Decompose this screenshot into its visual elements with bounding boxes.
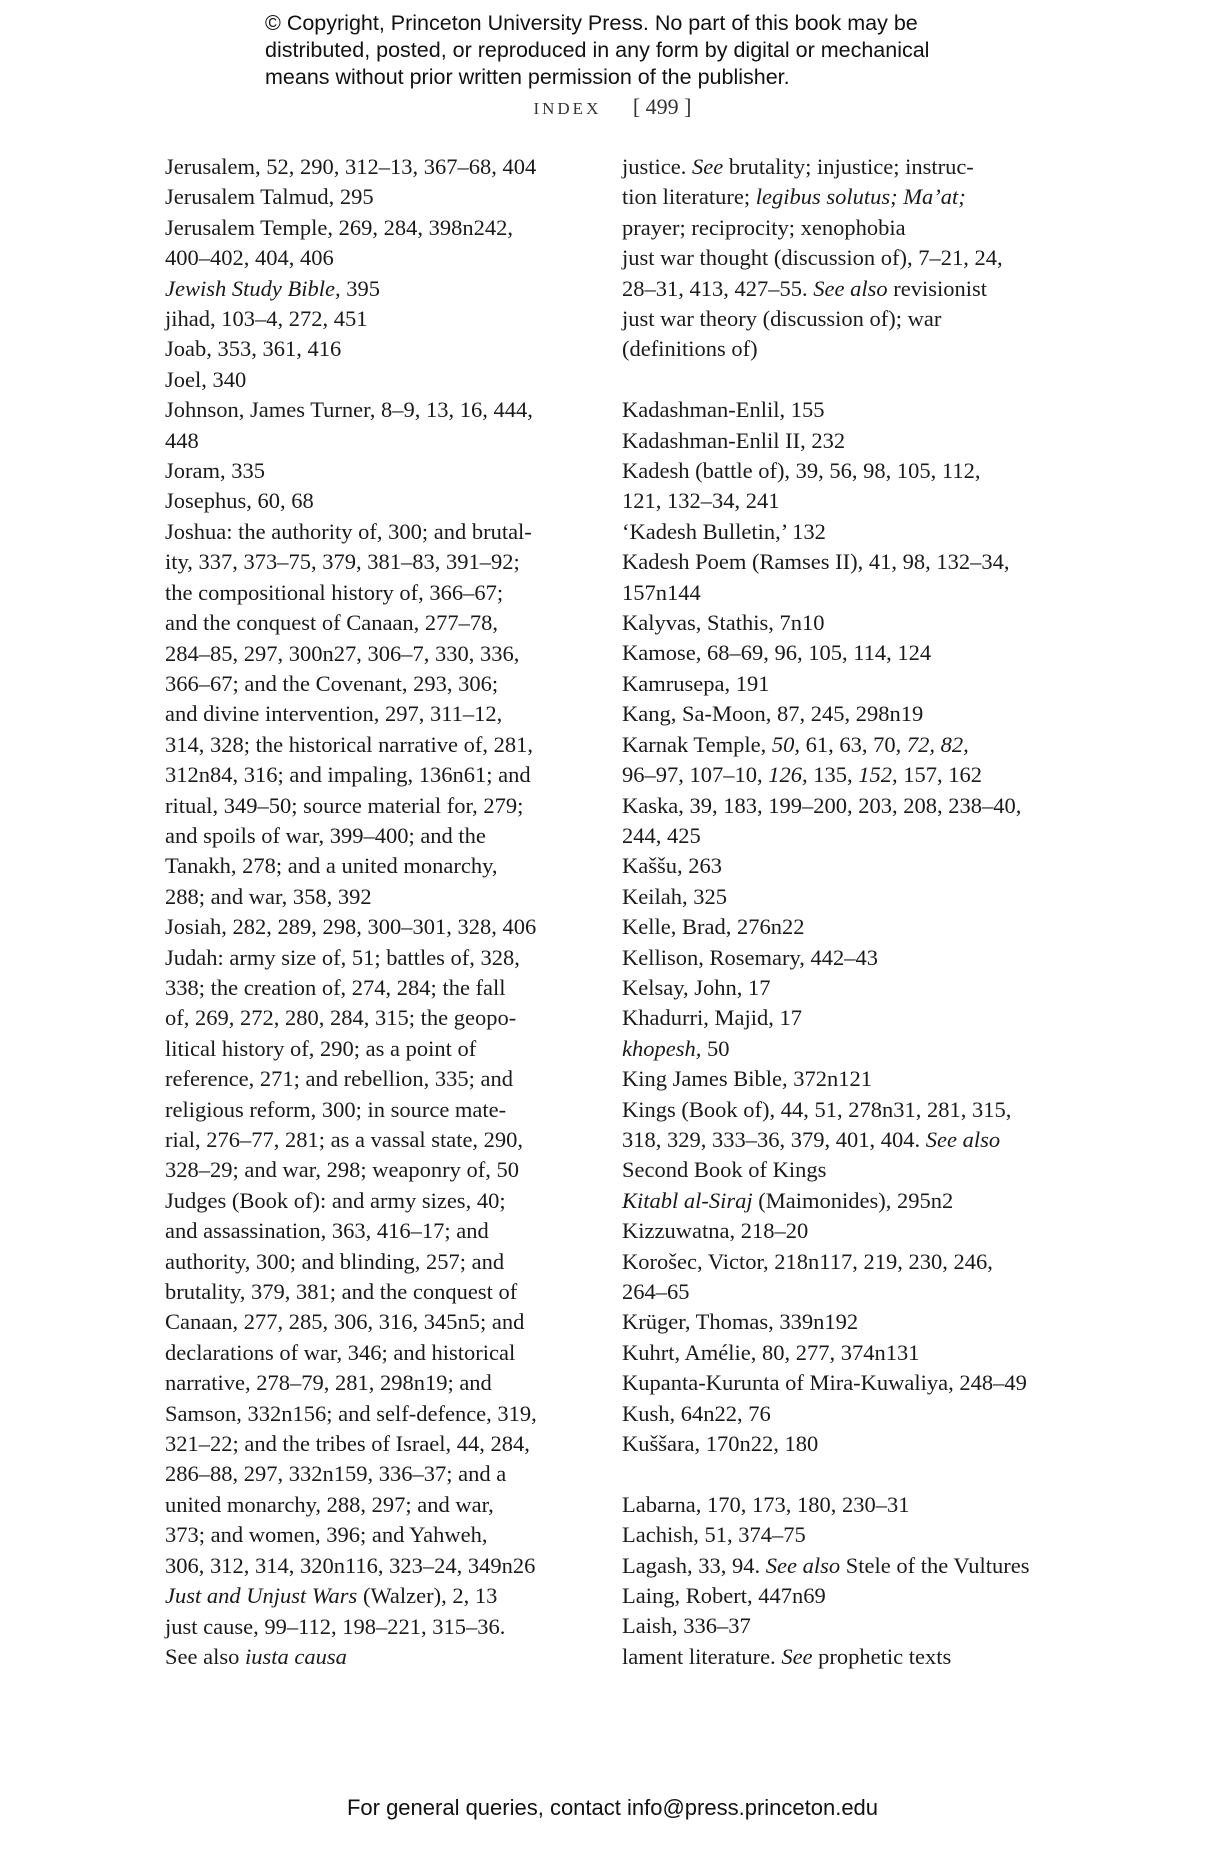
entry-text: Kadashman-Enlil II, 232 [622, 427, 846, 453]
index-entry [622, 608, 1052, 638]
index-entry-line [165, 1003, 585, 1033]
index-entry-line [622, 943, 1052, 973]
index-entry-line [165, 1064, 585, 1094]
italic-text: 72, 82, [906, 731, 969, 757]
index-entry [622, 1034, 1052, 1064]
index-entry [165, 1612, 585, 1673]
index-entry-line [165, 1551, 585, 1581]
index-entry-line [165, 973, 585, 1003]
index-entry [622, 1490, 1052, 1520]
index-entry-line [622, 243, 1052, 273]
index-entry [622, 1064, 1052, 1094]
index-entry-line [165, 730, 585, 760]
index-entry [622, 1216, 1052, 1246]
index-entry [622, 456, 1052, 517]
index-entry-line [165, 1399, 585, 1429]
index-entry-line [165, 213, 585, 243]
index-entry-line [622, 1216, 1052, 1246]
index-entry-line [622, 1186, 1052, 1216]
index-entry-line [165, 669, 585, 699]
index-entry-line [622, 182, 1052, 212]
entry-text: Kamrusepa, 191 [622, 670, 770, 696]
index-entry-line [165, 334, 585, 364]
index-entry-line [622, 334, 1052, 364]
index-entry-line [165, 1581, 585, 1611]
index-entry-line [165, 243, 585, 273]
entry-text: litical history of, 290; as a point of [165, 1035, 477, 1061]
index-entry-line [622, 304, 1052, 334]
entry-text: Khadurri, Majid, 17 [622, 1005, 802, 1031]
entry-text: Karnak Temple, [622, 731, 772, 757]
index-entry-line [165, 1612, 585, 1642]
index-entry-line [165, 1186, 585, 1216]
entry-text: (Walzer), 2, 13 [357, 1583, 498, 1609]
entry-text: and spoils of war, 399–400; and the [165, 822, 486, 848]
entry-text: 135, [807, 762, 859, 788]
index-column-left [165, 152, 585, 1672]
index-entry [622, 973, 1052, 1003]
index-entry-line [622, 152, 1052, 182]
entry-text: Kang, Sa-Moon, 87, 245, 298n19 [622, 701, 924, 727]
index-entry-line [165, 547, 585, 577]
entry-text: Kaššu, 263 [622, 853, 722, 879]
entry-text: brutality; injustice; instruc- [723, 154, 974, 179]
entry-text: 157, 162 [897, 762, 982, 788]
entry-text: (definitions of) [622, 336, 758, 362]
index-entry-line [165, 1642, 585, 1672]
index-entry-line [622, 395, 1052, 425]
index-entry-line [165, 1095, 585, 1125]
index-entry [622, 547, 1052, 608]
entry-text: 318, 329, 333–36, 379, 401, 404. [622, 1126, 926, 1152]
entry-text: Kelle, Brad, 276n22 [622, 914, 805, 940]
entry-text: Kamose, 68–69, 96, 105, 114, 124 [622, 640, 932, 666]
italic-text: khopesh, [622, 1035, 702, 1061]
italic-text: Just and Unjust Wars [165, 1583, 358, 1609]
index-entry-line [622, 1307, 1052, 1337]
entry-text: Joab, 353, 361, 416 [165, 336, 342, 362]
entry-text: rial, 276–77, 281; as a vassal state, 290, [165, 1127, 524, 1152]
index-entry-line [622, 1399, 1052, 1429]
index-entry-line [622, 638, 1052, 668]
index-entry-line [622, 1551, 1052, 1581]
index-entry [622, 426, 1052, 456]
index-entry-line [622, 760, 1052, 790]
index-entry [165, 274, 585, 304]
index-entry-line [165, 1429, 585, 1459]
index-entry [622, 1186, 1052, 1216]
copyright-line: © Copyright, Princeton University Press. No part of this book may be [265, 11, 918, 35]
index-entry [165, 456, 585, 486]
entry-text: jihad, 103–4, 272, 451 [165, 306, 368, 332]
index-entry-line [622, 730, 1052, 760]
index-entry-line [165, 760, 585, 790]
index-entry [622, 791, 1052, 852]
entry-text: and divine intervention, 297, 311–12, [165, 701, 503, 727]
index-entry-line [165, 152, 585, 182]
index-entry-line [165, 1034, 585, 1064]
index-entry-line [622, 486, 1052, 516]
italic-text: See [781, 1643, 813, 1669]
index-entry-line [165, 851, 585, 881]
entry-text: Jerusalem, 52, 290, 312–13, 367–68, 404 [165, 154, 537, 179]
entry-text: revisionist [887, 275, 987, 301]
entry-text: lament literature. [622, 1643, 782, 1669]
index-entry-line [165, 1490, 585, 1520]
entry-text: Judah: army size of, 51; battles of, 328, [165, 944, 520, 970]
entry-text: 61, 63, 70, [799, 731, 907, 757]
index-entry-line [165, 426, 585, 456]
index-entry-line [165, 578, 585, 608]
index-entry-line [622, 791, 1052, 821]
index-entry-line [622, 882, 1052, 912]
entry-text: 157n144 [622, 579, 701, 605]
index-entry [622, 152, 1052, 243]
index-entry-line [165, 1277, 585, 1307]
entry-text: just cause, 99–112, 198–221, 315–36. [165, 1613, 506, 1639]
entry-text: 284–85, 297, 300n27, 306–7, 330, 336, [165, 640, 520, 666]
index-entry [165, 912, 585, 942]
entry-text: Joshua: the authority of, 300; and brutal- [165, 518, 532, 544]
italic-text: Jewish Study Bible, [165, 275, 341, 301]
entry-text: Samson, 332n156; and self-defence, 319, [165, 1400, 537, 1426]
index-entry-line [622, 973, 1052, 1003]
entry-text: Kalyvas, Stathis, 7n10 [622, 610, 825, 636]
entry-text: 314, 328; the historical narrative of, 281, [165, 731, 534, 757]
entry-text: reference, 271; and rebellion, 335; and [165, 1066, 513, 1092]
entry-text: 448 [165, 427, 199, 453]
index-entry-line [165, 1307, 585, 1337]
index-entry-line [165, 395, 585, 425]
entry-text: 400–402, 404, 406 [165, 245, 334, 271]
index-entry-line [622, 821, 1052, 851]
footer-contact: For general queries, contact info@press.princeton.edu [346, 1795, 879, 1820]
index-entry [622, 243, 1052, 365]
index-entry-line [622, 1155, 1052, 1185]
index-entry-line [622, 608, 1052, 638]
entry-text: Kadashman-Enlil, 155 [622, 397, 825, 423]
entry-text: and assassination, 363, 416–17; and [165, 1218, 489, 1244]
italic-text: 152, [858, 762, 898, 788]
entry-text: Judges (Book of): and army sizes, 40; [165, 1187, 506, 1213]
entry-text: Kush, 64n22, 76 [622, 1400, 771, 1426]
entry-text: just war theory (discussion of); war [622, 306, 942, 332]
index-entry-line [165, 517, 585, 547]
entry-text: Josiah, 282, 289, 298, 300–301, 328, 406 [165, 914, 537, 940]
index-entry [622, 1429, 1052, 1459]
entry-text: Josephus, 60, 68 [165, 488, 314, 514]
entry-text: Tanakh, 278; and a united monarchy, [165, 853, 498, 879]
entry-text: Laish, 336–37 [622, 1613, 751, 1639]
entry-text: ‘Kadesh Bulletin,’ 132 [622, 518, 826, 544]
entry-text: 50 [701, 1035, 730, 1061]
entry-text: 286–88, 297, 332n159, 336–37; and a [165, 1461, 507, 1487]
index-entry-line [165, 608, 585, 638]
index-entry [165, 365, 585, 395]
index-entry-line [622, 1368, 1052, 1398]
index-entry-line [165, 1459, 585, 1489]
italic-text: Kitabl al-Siraj [622, 1187, 753, 1213]
index-entry-line [622, 1003, 1052, 1033]
index-entry [165, 943, 585, 1186]
entry-text: Kaska, 39, 183, 199–200, 203, 208, 238–40, [622, 792, 1022, 818]
index-entry-line [165, 304, 585, 334]
entry-text: Lachish, 51, 374–75 [622, 1522, 806, 1548]
index-entry [622, 1307, 1052, 1337]
index-entry-line [165, 943, 585, 973]
entry-text: united monarchy, 288, 297; and war, [165, 1491, 494, 1517]
index-entry-line [165, 456, 585, 486]
index-entry [165, 517, 585, 912]
index-entry-line [622, 426, 1052, 456]
index-entry [622, 517, 1052, 547]
index-entry [165, 152, 585, 182]
entry-text: 306, 312, 314, 320n116, 323–24, 349n26 [165, 1552, 536, 1578]
index-entry [165, 182, 585, 212]
index-entry-line [622, 1338, 1052, 1368]
entry-text: Kuššara, 170n22, 180 [622, 1431, 819, 1457]
italic-text: See also [813, 275, 888, 301]
entry-text: narrative, 278–79, 281, 298n19; and [165, 1370, 492, 1396]
italic-text: legibus solutus; Ma’at; [755, 184, 966, 210]
entry-text: 264–65 [622, 1279, 690, 1305]
entry-text: Stele of the Vultures [840, 1552, 1030, 1578]
page-number: [ 499 ] [632, 94, 692, 119]
index-entry-line [622, 912, 1052, 942]
entry-text: Jerusalem Talmud, 295 [165, 184, 374, 210]
index-entry-line [622, 274, 1052, 304]
index-entry-line [165, 882, 585, 912]
entry-text: Kuhrt, Amélie, 80, 277, 374n131 [622, 1339, 920, 1365]
index-entry [622, 912, 1052, 942]
index-entry-line [165, 486, 585, 516]
entry-text: of, 269, 272, 280, 284, 315; the geopo- [165, 1005, 517, 1031]
entry-text: Keilah, 325 [622, 883, 727, 909]
entry-text: Kadesh Poem (Ramses II), 41, 98, 132–34, [622, 549, 1010, 575]
entry-text: prayer; reciprocity; xenophobia [622, 214, 906, 240]
entry-text: Krüger, Thomas, 339n192 [622, 1309, 859, 1335]
index-entry-line [622, 1125, 1052, 1155]
italic-text: See also [925, 1126, 1001, 1152]
index-entry [622, 1642, 1052, 1672]
index-entry [165, 1581, 585, 1611]
copyright-line: means without prior written permission of the publisher. [265, 65, 790, 89]
index-entry [165, 213, 585, 274]
entry-text: Johnson, James Turner, 8–9, 13, 16, 444, [165, 397, 533, 423]
entry-text: King James Bible, 372n121 [622, 1066, 872, 1092]
entry-text: 288; and war, 358, 392 [165, 883, 372, 909]
index-entry [165, 304, 585, 334]
entry-text: Kings (Book of), 44, 51, 278n31, 281, 315, [622, 1096, 1012, 1122]
entry-text: Lagash, 33, 94. [622, 1552, 766, 1578]
entry-text: Labarna, 170, 173, 180, 230–31 [622, 1491, 910, 1517]
index-entry [622, 1520, 1052, 1550]
italic-text: See [691, 154, 724, 179]
running-header [0, 94, 1225, 120]
index-entry [622, 669, 1052, 699]
index-entry-line [165, 1368, 585, 1398]
entry-text: Kupanta-Kurunta of Mira-Kuwaliya, 248–49 [622, 1370, 1027, 1396]
index-entry-line [622, 1581, 1052, 1611]
italic-text: 50, [771, 731, 800, 757]
entry-text: 244, 425 [622, 822, 701, 848]
index-entry-line [165, 1125, 585, 1155]
index-entry [622, 851, 1052, 881]
index-entry-line [622, 1064, 1052, 1094]
index-entry-line [622, 1429, 1052, 1459]
entry-text: ity, 337, 373–75, 379, 381–83, 391–92; [165, 549, 520, 575]
italic-text: iusta causa [244, 1643, 347, 1669]
entry-text: Joram, 335 [165, 458, 265, 484]
entry-text: 328–29; and war, 298; weaponry of, 50 [165, 1157, 520, 1183]
index-column-right [622, 152, 1052, 1672]
entry-text: prophetic texts [812, 1643, 952, 1669]
index-entry-line [622, 213, 1052, 243]
entry-text: declarations of war, 346; and historical [165, 1339, 516, 1365]
entry-text: Jerusalem Temple, 269, 284, 398n242, [165, 214, 513, 240]
entry-text: and the conquest of Canaan, 277–78, [165, 610, 499, 636]
index-entry-line [622, 1277, 1052, 1307]
entry-text: Kadesh (battle of), 39, 56, 98, 105, 112, [622, 458, 981, 484]
index-entry-line [165, 1520, 585, 1550]
entry-text: Kelsay, John, 17 [622, 974, 771, 1000]
index-entry-line [165, 1338, 585, 1368]
index-entry-line [165, 1216, 585, 1246]
index-entry [622, 1247, 1052, 1308]
entry-text: justice. [622, 154, 692, 179]
entry-text: Canaan, 277, 285, 306, 316, 345n5; and [165, 1309, 525, 1335]
index-entry [622, 730, 1052, 791]
index-entry-line [622, 669, 1052, 699]
entry-text: 312n84, 316; and impaling, 136n61; and [165, 762, 531, 788]
index-entry [622, 1551, 1052, 1581]
index-entry [622, 638, 1052, 668]
entry-text: 366–67; and the Covenant, 293, 306; [165, 670, 499, 696]
entry-text: See also [165, 1643, 245, 1669]
index-entry [622, 1611, 1052, 1641]
index-entry-line [165, 1155, 585, 1185]
index-entry-line [622, 456, 1052, 486]
index-entry-line [622, 1490, 1052, 1520]
index-entry-line [622, 547, 1052, 577]
index-entry-line [622, 1095, 1052, 1125]
entry-text: religious reform, 300; in source mate- [165, 1096, 507, 1122]
entry-text: Second Book of Kings [622, 1157, 827, 1183]
index-entry-line [165, 821, 585, 851]
index-entry-line [622, 1247, 1052, 1277]
index-entry-line [622, 517, 1052, 547]
index-entry-line [622, 851, 1052, 881]
index-entry-line [165, 791, 585, 821]
index-entry-line [622, 1520, 1052, 1550]
entry-text: the compositional history of, 366–67; [165, 579, 504, 605]
index-entry [165, 395, 585, 456]
entry-text: 96–97, 107–10, [622, 762, 769, 788]
entry-text: Kellison, Rosemary, 442–43 [622, 944, 879, 970]
entry-text: brutality, 379, 381; and the conquest of [165, 1279, 518, 1305]
entry-text: Kizzuwatna, 218–20 [622, 1218, 809, 1244]
index-entry-line [622, 699, 1052, 729]
entry-text: Joel, 340 [165, 366, 247, 392]
index-entry [165, 486, 585, 516]
index-entry-line [165, 1247, 585, 1277]
index-entry-line [165, 699, 585, 729]
index-entry [622, 699, 1052, 729]
index-entry [165, 334, 585, 364]
index-entry [622, 1338, 1052, 1368]
index-entry [622, 943, 1052, 973]
entry-text: Korošec, Victor, 218n117, 219, 230, 246, [622, 1248, 993, 1274]
index-entry-line [165, 639, 585, 669]
index-entry [622, 1581, 1052, 1611]
index-entry-line [165, 182, 585, 212]
entry-text: Laing, Robert, 447n69 [622, 1583, 826, 1609]
entry-text: 395 [340, 275, 380, 301]
index-entry [165, 1186, 585, 1581]
letter-section-gap [622, 1459, 1052, 1489]
copyright-notice [265, 10, 1025, 91]
italic-text: See also [765, 1552, 841, 1578]
letter-section-gap [622, 365, 1052, 395]
entry-text: ritual, 349–50; source material for, 279; [165, 792, 524, 818]
index-entry [622, 882, 1052, 912]
index-entry [622, 1003, 1052, 1033]
header-label: INDEX [533, 99, 602, 118]
entry-text: 321–22; and the tribes of Israel, 44, 284, [165, 1431, 530, 1457]
index-entry-line [622, 1642, 1052, 1672]
entry-text: 338; the creation of, 274, 284; the fall [165, 974, 506, 1000]
index-entry-line [165, 365, 585, 395]
index-entry-line [165, 274, 585, 304]
entry-text: just war thought (discussion of), 7–21, 24, [622, 245, 1003, 271]
index-entry [622, 395, 1052, 425]
entry-text: 373; and women, 396; and Yahweh, [165, 1522, 488, 1548]
entry-text: tion literature; [622, 184, 756, 210]
entry-text: 28–31, 413, 427–55. [622, 275, 814, 301]
entry-text: 121, 132–34, 241 [622, 488, 780, 514]
index-entry-line [622, 1611, 1052, 1641]
index-entry [622, 1399, 1052, 1429]
index-entry [622, 1368, 1052, 1398]
entry-text: (Maimonides), 295n2 [752, 1187, 954, 1213]
copyright-line: distributed, posted, or reproduced in any form by digital or mechanical [265, 38, 930, 62]
index-entry [622, 1095, 1052, 1186]
entry-text: authority, 300; and blinding, 257; and [165, 1248, 505, 1274]
index-entry-line [165, 912, 585, 942]
italic-text: 126, [768, 762, 808, 788]
index-entry-line [622, 578, 1052, 608]
index-entry-line [622, 1034, 1052, 1064]
